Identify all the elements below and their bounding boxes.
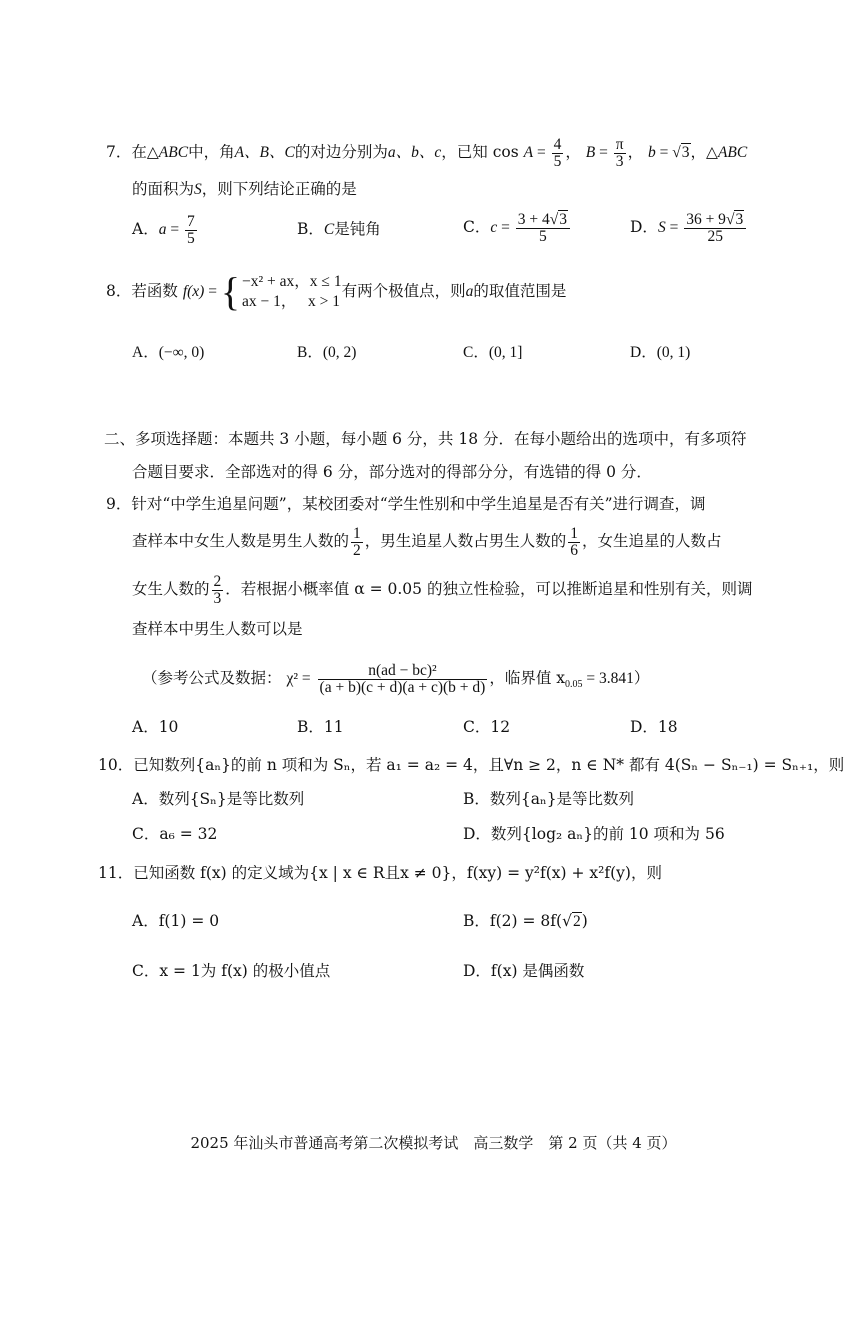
q7-optD-num-a: 36 + 9 [686, 210, 726, 228]
q7-optC-frac: $\frac{3 + 4√3}{5}$ [516, 212, 570, 245]
q9-f3-den: 3 [213, 589, 222, 607]
q7-B-frac [614, 137, 626, 170]
q7-B-num: π [615, 135, 624, 153]
q8-text: 有两个极值点，则 [341, 282, 466, 300]
q9-f2-num: 1 [570, 524, 579, 542]
q7-optB-var: C [323, 221, 335, 238]
q9-ref-text: ，临界值 x [489, 669, 565, 687]
q9-reference [142, 660, 649, 703]
q7-number: 7． [106, 143, 132, 161]
q8-option-d: D．(0, 1) [630, 344, 691, 361]
q7-optB-text: 是钝角 [334, 220, 381, 238]
q9-f2-den: 6 [570, 541, 579, 559]
q9-chi-frac [318, 663, 488, 696]
q7-optD-var: S [657, 219, 666, 236]
q7-cosA-den: 5 [553, 152, 562, 170]
q9-chi: χ² = [286, 670, 311, 687]
q11-optB-b: 2 [572, 913, 581, 930]
q8-option-a: A．(−∞, 0) [132, 344, 205, 361]
q7-text: ，△ [690, 143, 718, 161]
q9-option-d: D．18 [630, 718, 678, 736]
section2-line1: 二、多项选择题：本题共 3 小题，每小题 6 分，共 18 分．在每小题给出的选项中，有多项符 [104, 430, 747, 448]
q7-stem-line1: 7．在△ABC中，角A、B、C的对边分别为a、b、c，已知 cos A = $\frac{4}{5}$ ， B = $\frac{\pi}{3}$ ， b = √3，△ABC [106, 135, 748, 170]
q7-optC-den: 5 [539, 227, 547, 245]
q7-S-var: S [194, 181, 202, 198]
q7-optA-num: 7 [186, 212, 195, 230]
q7-angles: A、B、C [234, 144, 295, 161]
q8-a-var: a [465, 283, 474, 300]
q11-stem: 11．已知函数 f(x) 的定义域为{x | x ∈ R且x ≠ 0}，f(xy) = y²f(x) + x²f(y)，则 [98, 864, 662, 882]
q8-text: 若函数 [131, 282, 178, 300]
q7-b-var: b [648, 144, 656, 161]
q8-text: 的取值范围是 [473, 282, 567, 300]
q9-chi-den: (a + b)(c + d)(a + c)(b + d) [319, 678, 486, 696]
q7-optA-den: 5 [186, 229, 195, 247]
q9-line3 [132, 572, 752, 607]
q7-option-b [297, 218, 381, 241]
q9-line4: 查样本中男生人数可以是 [132, 620, 303, 638]
q11-option-a: A．f(1) = 0 [132, 912, 220, 930]
q9-ref-text: （参考公式及数据： [142, 669, 282, 687]
q9-text: ，女生追星的人数占 [582, 532, 722, 550]
q9-text: 查样本中女生人数是男生人数的 [132, 532, 350, 550]
q7-cosA-var: A [523, 144, 534, 161]
q7-text: 的对边分别为 [294, 143, 388, 161]
q9-f1-den: 2 [353, 541, 361, 559]
q7-opt-label: B． [297, 220, 324, 238]
q9-ref-value: = 3.841） [582, 670, 650, 687]
q8-number: 8． [106, 282, 132, 300]
q10-option-c: C．a₆ = 32 [132, 825, 218, 843]
q9-frac1 [351, 526, 363, 559]
q8-case2: ax − 1， x > 1 [242, 293, 341, 310]
q9-f1-num: 1 [353, 524, 361, 542]
q11-optB-c: ) [581, 912, 588, 930]
q7-text: ，已知 cos [441, 143, 519, 161]
q9-text: ，男生追星人数占男生人数的 [364, 532, 567, 550]
q10-stem: 10．已知数列{aₙ}的前 n 项和为 Sₙ，若 a₁ = a₂ = 4，且∀n ≥ 2，n ∈ N* 都有 4(Sₙ − Sₙ₋₁) = Sₙ₊₁，则 [98, 756, 845, 774]
q7-optC-num-b: 3 [559, 210, 568, 228]
q7-text: ，则下列结论正确的是 [201, 180, 357, 198]
q7-option-c: C．c = $\frac{3 + 4√3}{5}$ [463, 208, 572, 247]
q10-option-a: A．数列{Sₙ}是等比数列 [132, 790, 305, 808]
q10-option-b: B．数列{aₙ}是等比数列 [463, 790, 635, 808]
q9-chi-num: n(ad − bc)² [318, 663, 488, 680]
q7-B-var: B [585, 144, 596, 161]
q11-optB-a: B．f(2) = 8f( [463, 912, 563, 930]
q7-abc: ABC [158, 144, 189, 161]
q7-opt-label: D． [630, 218, 658, 236]
q8-fx: f(x) [182, 283, 205, 300]
q7-cosA-frac [552, 137, 564, 170]
q7-option-a: A．a = $\frac{7}{5}$ [132, 212, 195, 247]
q7-b-val: 3 [681, 144, 690, 161]
q7-cosA-num: 4 [553, 135, 562, 153]
q7-stem-line2 [132, 178, 357, 201]
q7-optD-frac: $\frac{36 + 9√3}{25}$ [684, 212, 746, 245]
q7-opt-label: C． [463, 218, 491, 236]
q7-text: 中，角 [188, 143, 235, 161]
q9-f3-num: 2 [213, 572, 222, 590]
q7-optC-num-a: 3 + 4 [517, 210, 550, 228]
q9-option-a: A．10 [132, 718, 179, 736]
q7-text: 的面积为 [132, 180, 195, 198]
q9-frac3 [212, 574, 224, 607]
q7-optD-den: 25 [707, 227, 723, 245]
q7-text: 在△ [131, 143, 159, 161]
q11-option-d: D．f(x) 是偶函数 [463, 962, 585, 980]
q8-case1: −x² + ax，x ≤ 1 [242, 273, 342, 290]
q7-B-den: 3 [615, 152, 624, 170]
q9-text: 女生人数的 [132, 580, 210, 598]
q9-option-b: B．11 [297, 718, 344, 736]
q9-frac2 [568, 526, 580, 559]
q7-optC-var: c [490, 219, 498, 236]
q8-option-b: B．(0, 2) [297, 344, 357, 361]
q9-line1: 9．针对“中学生追星问题”，某校团委对“学生性别和中学生追星是否有关”进行调查，调 [106, 495, 706, 513]
q7-option-d: D．S = $\frac{36 + 9√3}{25}$ [630, 208, 748, 247]
page-footer: 2025 年汕头市普通高考第二次模拟考试 高三数学 第 2 页（共 4 页） [190, 1134, 677, 1152]
q9-ref-sub: 0.05 [565, 679, 583, 691]
q7-optA-frac [185, 214, 197, 247]
q7-opt-label: A． [132, 220, 159, 238]
q9-text: ．若根据小概率值 α = 0.05 的独立性检验，可以推断追星和性别有关，则调 [225, 580, 753, 598]
q8-stem: 8．若函数 f(x) = { −x² + ax，x ≤ 1 ax − 1， x > 1 有两个极值点，则a的取值范围是 [106, 269, 567, 314]
q8-brace: { [220, 269, 241, 314]
q11-option-c: C．x = 1为 f(x) 的极小值点 [132, 962, 331, 980]
q8-cases [242, 272, 342, 312]
q7-abc2: ABC [717, 144, 748, 161]
q8-option-c: C．(0, 1] [463, 344, 523, 361]
q10-option-d: D．数列{log₂ aₙ}的前 10 项和为 56 [463, 825, 725, 843]
q9-line2 [132, 524, 722, 559]
q7-eq: = [533, 144, 550, 161]
section2-line2: 合题目要求．全部选对的得 6 分，部分选对的得部分分，有选错的得 0 分． [132, 463, 652, 481]
q9-option-c: C．12 [463, 718, 511, 736]
q7-optA-var: a [158, 221, 167, 238]
q7-sides: a、b、c [387, 144, 442, 161]
q11-option-b: B．f(2) = 8f(√2) [463, 912, 588, 930]
q7-optD-num-b: 3 [735, 210, 744, 228]
